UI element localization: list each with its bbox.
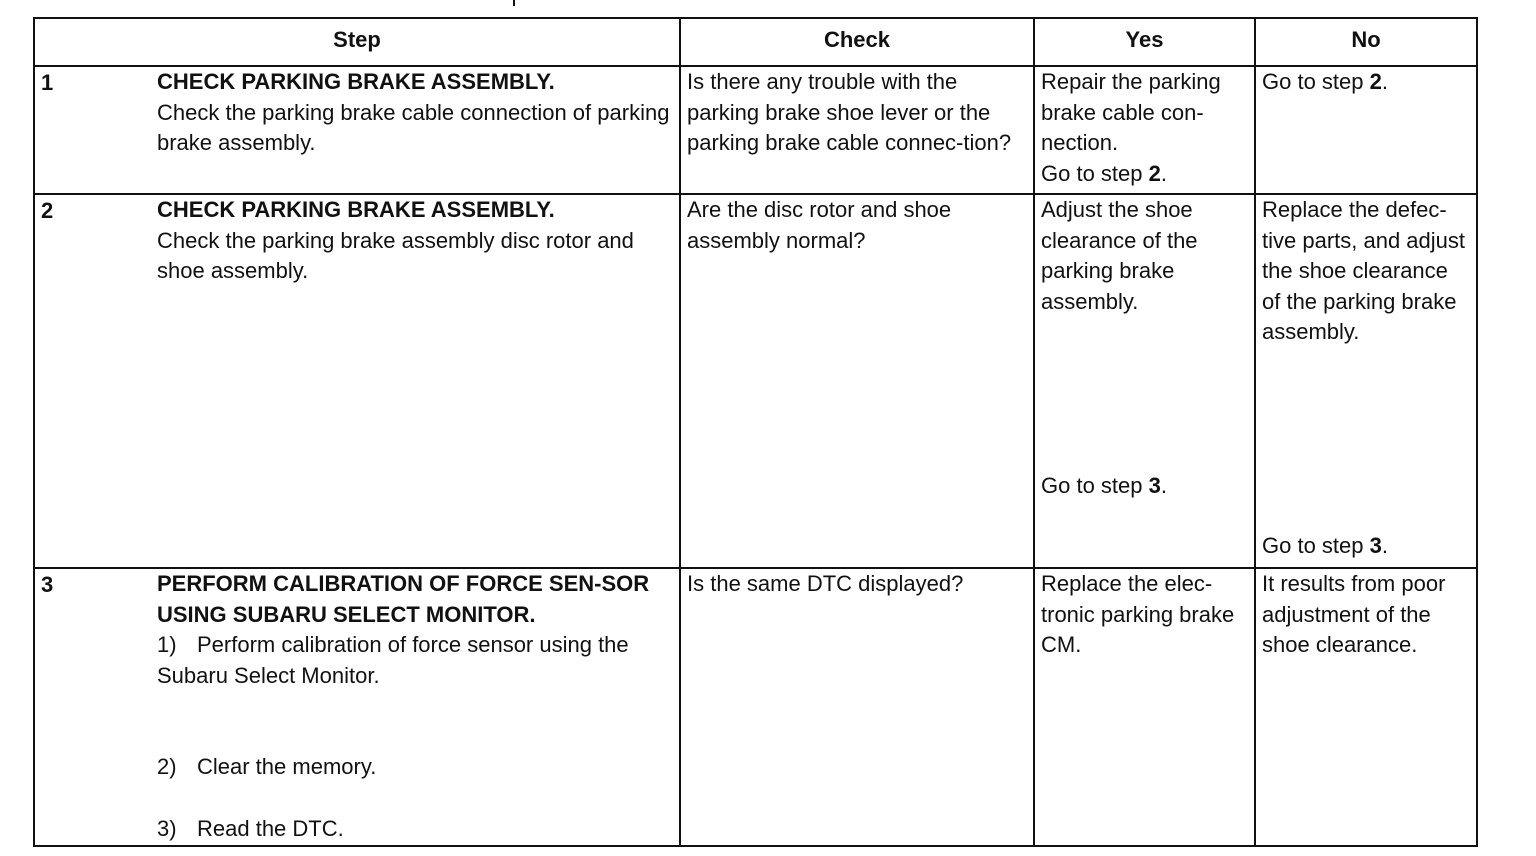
yes-action: Adjust the shoe clearance of the parking brake assembly. <box>1041 197 1198 314</box>
table-row <box>34 66 1477 194</box>
check-question: Is there any trouble with the parking brake shoe lever or the parking brake cable connec-tion? <box>687 69 1012 155</box>
sub-step <box>157 752 675 783</box>
yes-action: Replace the elec-tronic parking brake CM. <box>1041 571 1235 657</box>
sub-step <box>157 814 675 845</box>
yes-cell <box>1034 568 1255 846</box>
step-title: CHECK PARKING BRAKE ASSEMBLY. <box>157 69 555 94</box>
goto-prefix: Go to step <box>1262 533 1370 558</box>
no-goto: Go to step 3. <box>1262 533 1388 558</box>
sub-step <box>157 630 675 691</box>
step-number: 3 <box>41 572 54 597</box>
no-goto: Go to step 2. <box>1262 69 1388 94</box>
step-cell <box>34 66 680 194</box>
diagnostic-table <box>33 17 1478 847</box>
table-row <box>34 194 1477 568</box>
goto-step-number: 3 <box>1148 473 1161 498</box>
step-title: CHECK PARKING BRAKE ASSEMBLY. <box>157 197 555 222</box>
no-cell <box>1255 568 1477 846</box>
step-cell <box>34 194 680 568</box>
sub-step-text: Clear the memory. <box>197 754 377 779</box>
no-action: It results from poor adjustment of the shoe clearance. <box>1262 571 1446 657</box>
no-cell <box>1255 194 1477 568</box>
yes-goto: Go to step 2. <box>1041 160 1167 186</box>
goto-prefix: Go to step <box>1041 473 1149 498</box>
check-cell <box>680 66 1034 194</box>
step-number: 1 <box>41 70 54 95</box>
goto-prefix: Go to step <box>1041 160 1149 186</box>
no-action: Replace the defec-tive parts, and adjust the shoe clearance of the parking brake assembly. <box>1262 197 1466 344</box>
check-cell <box>680 568 1034 846</box>
sub-step-number: 1) <box>157 632 177 657</box>
goto-step-number: 2 <box>1148 160 1161 186</box>
step-title: PERFORM CALIBRATION OF FORCE SEN-SOR USING SUBARU SELECT MONITOR. <box>157 571 650 627</box>
sub-step-number: 3) <box>157 815 177 841</box>
check-question: Is the same DTC displayed? <box>687 571 964 596</box>
yes-cell <box>1034 194 1255 568</box>
table-header-row <box>34 18 1477 66</box>
page-edge-mark <box>513 0 515 6</box>
header-yes: Yes <box>1034 18 1255 66</box>
step-cell <box>34 568 680 846</box>
table-row <box>34 568 1477 846</box>
no-cell <box>1255 66 1477 194</box>
step-number: 2 <box>41 198 54 223</box>
check-question: Are the disc rotor and shoe assembly normal? <box>687 197 952 253</box>
header-check: Check <box>680 18 1034 66</box>
check-cell <box>680 194 1034 568</box>
goto-step-number: 2 <box>1369 69 1382 94</box>
header-step: Step <box>34 18 680 66</box>
sub-step-text: Perform calibration of force sensor using the Subaru Select Monitor. <box>157 632 629 688</box>
sub-step-text: Read the DTC. <box>197 815 344 841</box>
yes-action: Repair the parking brake cable con-nection. <box>1041 69 1221 155</box>
yes-cell <box>1034 66 1255 194</box>
step-body: Check the parking brake cable connection of parking brake assembly. <box>157 99 670 155</box>
yes-goto: Go to step 3. <box>1041 473 1167 498</box>
header-no: No <box>1255 18 1477 66</box>
step-body: Check the parking brake assembly disc rotor and shoe assembly. <box>157 227 634 283</box>
goto-step-number: 3 <box>1369 533 1382 558</box>
sub-step-number: 2) <box>157 754 177 779</box>
goto-prefix: Go to step <box>1262 69 1370 94</box>
